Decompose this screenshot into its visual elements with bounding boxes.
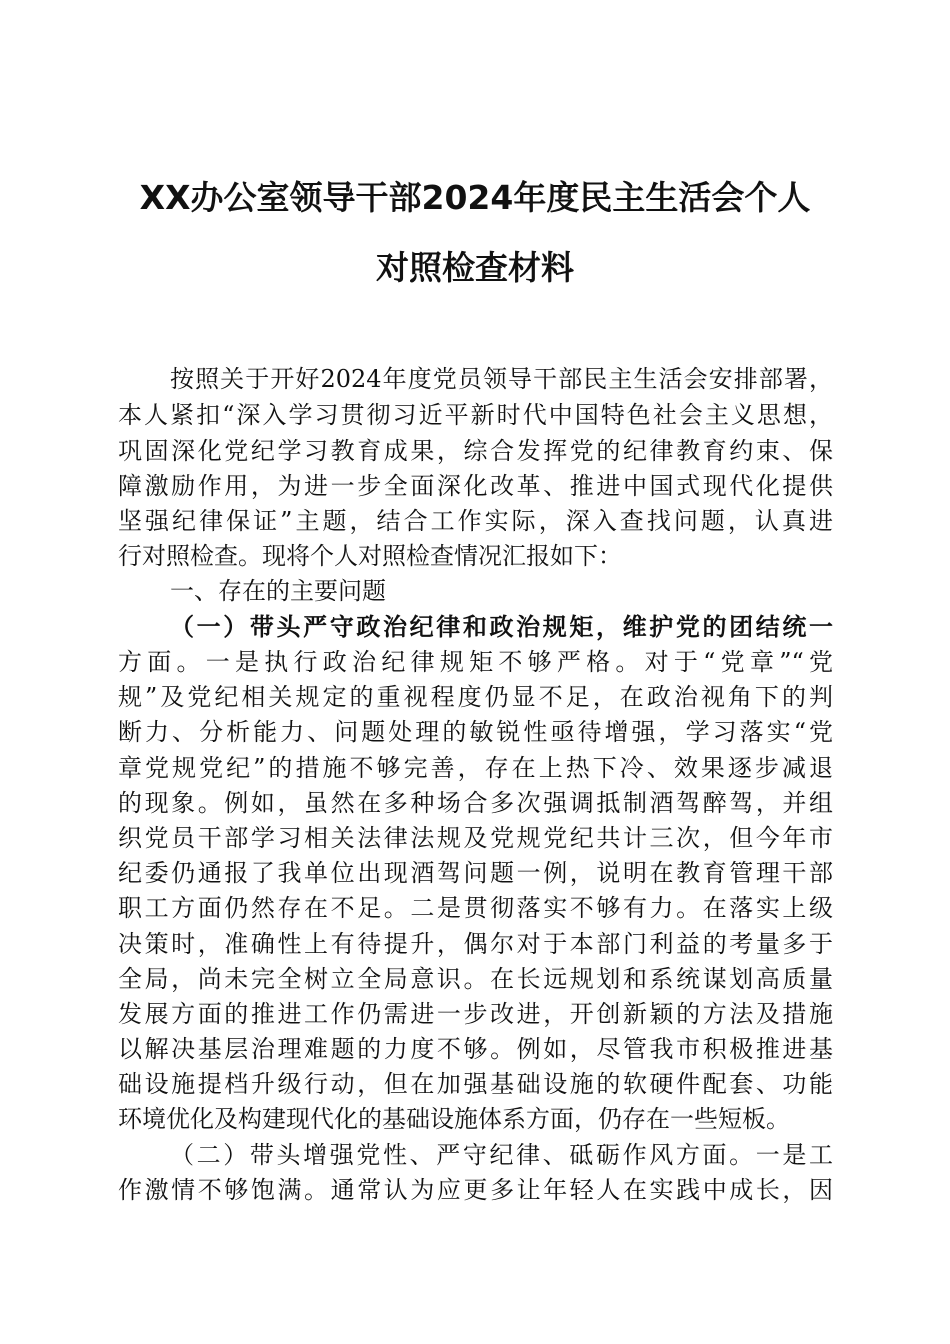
- body-line: 职工方面仍然存在不足。二是贯彻落实不够有力。在落实上级: [118, 894, 833, 922]
- section-heading: 一、存在的主要问题: [170, 577, 386, 605]
- body-line: 织党员干部学习相关法律法规及党规党纪共计三次，但今年市: [118, 824, 833, 852]
- body-line: 巩固深化党纪学习教育成果，综合发挥党的纪律教育约束、保: [118, 437, 833, 465]
- body-line: 全局，尚未完全树立全局意识。在长远规划和系统谋划高质量: [118, 965, 833, 993]
- body-line: 坚强纪律保证”主题，结合工作实际，深入查找问题，认真进: [118, 507, 833, 535]
- body-line: 作激情不够饱满。通常认为应更多让年轻人在实践中成长，因: [118, 1176, 833, 1204]
- body-line: 环境优化及构建现代化的基础设施体系方面，仍存在一些短板。: [118, 1105, 790, 1133]
- body-line: 纪委仍通报了我单位出现酒驾问题一例，说明在教育管理干部: [118, 859, 833, 887]
- body-line: 断力、分析能力、问题处理的敏锐性亟待增强，学习落实“党: [118, 718, 833, 746]
- body-line: 章党规党纪”的措施不够完善，存在上热下冷、效果逐步减退: [118, 754, 833, 782]
- body-line: 发展方面的推进工作仍需进一步改进，开创新颖的方法及措施: [118, 1000, 833, 1028]
- document-title-line-1: XX办公室领导干部2024年度民主生活会个人: [139, 178, 811, 217]
- body-line: 障激励作用，为进一步全面深化改革、推进中国式现代化提供: [118, 472, 833, 500]
- subsection-heading-line: （二）带头增强党性、严守纪律、砥砺作风方面。一是工: [170, 1141, 833, 1169]
- body-line: 本人紧扣“深入学习贯彻习近平新时代中国特色社会主义思想，: [118, 401, 833, 429]
- body-line: 按照关于开好2024年度党员领导干部民主生活会安排部署，: [170, 365, 833, 393]
- body-line: 础设施提档升级行动，但在加强基础设施的软硬件配套、功能: [118, 1070, 833, 1098]
- body-line: 的现象。例如，虽然在多种场合多次强调抵制酒驾醉驾，并组: [118, 789, 833, 817]
- body-line: 规”及党纪相关规定的重视程度仍显不足，在政治视角下的判: [118, 683, 833, 711]
- body-line: 决策时，准确性上有待提升，偶尔对于本部门利益的考量多于: [118, 930, 833, 958]
- subsection-heading-line: （一）带头严守政治纪律和政治规矩，维护党的团结统一: [170, 612, 833, 641]
- document-title-line-2: 对照检查材料: [376, 248, 574, 287]
- body-line: 方面。一是执行政治纪律规矩不够严格。对于“党章”“党: [118, 648, 833, 676]
- body-line: 以解决基层治理难题的力度不够。例如，尽管我市积极推进基: [118, 1035, 833, 1063]
- body-line: 行对照检查。现将个人对照检查情况汇报如下：: [118, 542, 622, 570]
